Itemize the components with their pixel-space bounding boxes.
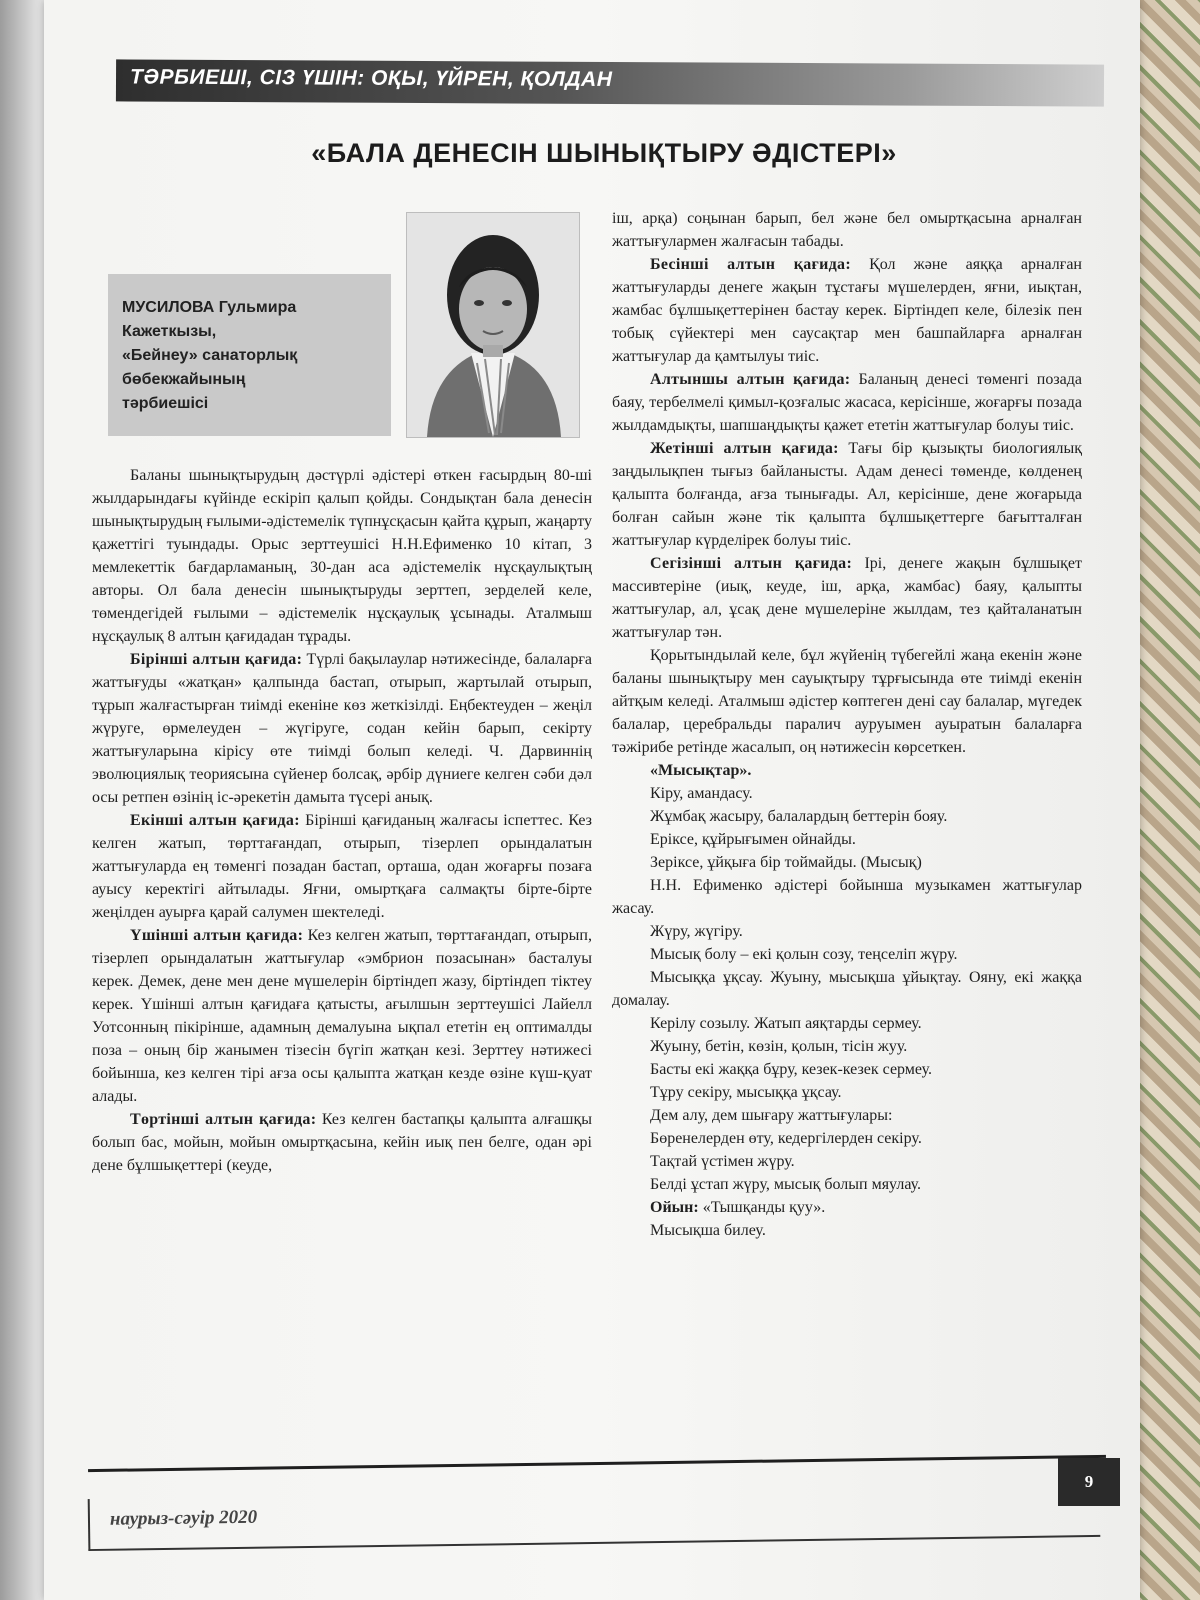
rule-text: Түрлі бақылаулар нәтижесінде, балаларға жаттығуды «жатқан» қалпында бастап, отырып, жартылай отырып, тұрып жалғастырған тиімді екеніне көз жеткізілді. Еңбектеуден – жеңіл жүруге, өрмелеуден – жүгіруге, содан кейін барып, секірту жаттығуларына кірісу өте тиімді болып келеді. Ч. Дарвиннің эволюциялық теориясына сүйенер болсақ, әрбір дүниеге келген сәби дәл осы ретпен өзінің іс-әрекетін дамыта түсері анық. [92, 651, 593, 806]
activity-item: Еріксе, құйрығымен ойнайды. [650, 831, 856, 848]
music-intro: Н.Н. Ефименко әдістері бойынша музыкамен жаттығулар жасау. [612, 877, 1082, 917]
rule-label: Бесінші алтын қағида: [650, 256, 851, 273]
author-info-box [108, 274, 391, 436]
rule-label: Жетінші алтын қағида: [650, 440, 839, 457]
activity-item: Дем алу, дем шығару жаттығулары: [650, 1107, 893, 1124]
activity-item: Тақтай үстімен жүру. [650, 1153, 795, 1170]
activity-item: Тұру секіру, мысыққа ұқсау. [650, 1084, 842, 1101]
activity-item: Белді ұстап жүру, мысық болып мяулау. [650, 1176, 922, 1193]
rule-paragraph [92, 648, 592, 809]
rule-text: Қол және аяққа арналған жаттығуларды денеге жақын тұстағы мүшелерден, яғни, иықтан, жамбас бұлшықеттерінен бастау керек. Біртіндеп келе, білезік пен тобық сүйектері мен саусақтар мен башпайларға арналған жаттығулар да қамтылуы тиіс. [612, 256, 1082, 365]
rule-label: Бірінші алтын қағида: [130, 651, 303, 668]
rule-label: Алтыншы алтын қағида: [650, 371, 851, 388]
magazine-page [44, 0, 1140, 1600]
author-byline [122, 296, 382, 416]
game-text: «Тышқанды қуу». [698, 1199, 826, 1216]
rule-paragraph [612, 552, 1082, 644]
activity-item: Басты екі жаққа бұру, кезек-кезек сермеу. [650, 1061, 933, 1078]
activity-item: Жуыну, бетін, көзін, қолын, тісін жуу. [650, 1038, 908, 1055]
activity-item: Мысыққа ұқсау. Жуыну, мысықша ұйықтау. Ояну, екі жаққа домалау. [612, 969, 1082, 1009]
cats-heading [612, 759, 1082, 782]
activity-item: Керілу созылу. Жатып аяқтарды сермеу. [650, 1015, 922, 1032]
rule-paragraph [612, 368, 1082, 437]
rule-text: Кез келген бастапқы қалыпта алғашқы болып бас, мойын, мойын омыртқасына, кейін иық пен белге, одан әрі дене бұлшықеттері (кеуде, [92, 1111, 593, 1174]
article-left-column [92, 464, 592, 1177]
author-line: МУСИЛОВА Гульмира [122, 299, 297, 316]
activity-item: Кіру, амандасу. [650, 785, 753, 802]
article-title: «БАЛА ДЕНЕСІН ШЫНЫҚТЫРУ ӘДІСТЕРІ» [311, 138, 897, 168]
conclusion-paragraph: Қорытындылай келе, бұл жүйенің түбегейлі жаңа екенін және баланы шынықтыру мен сауықтыру тұрғысында өте тиімді екенін айтқым келеді. Аталмыш әдістер көптеген дені сау балалар, мүгедек балалар, церебральды паралич ауруымен ауыратын балаларға тәжірибе ретінде жасалып, оң нәтижесін көрсеткен. [612, 647, 1082, 756]
game-item [612, 1196, 1082, 1219]
rule-text: Бірінші қағиданың жалғасы іспеттес. Кез келген жатып, төрттағандап, отырып, тізерлеп орындалатын жаттығуларда ең төменгі позадан бастап, орташа, одан жоғарғы позаға ауысу керектігі айтылады. Яғни, омыртқаға салмақты бірте-бірте жеңілден ауырға қарай салумен шектеледі. [92, 812, 592, 921]
rule-paragraph [92, 924, 592, 1108]
issue-date: наурыз-сәуір 2020 [109, 1506, 258, 1530]
rule-continuation: іш, арқа) соңынан барып, бел және бел омыртқасына арналған жаттығулармен жалғасын табады. [612, 210, 1082, 250]
rule-paragraph [92, 809, 592, 924]
activity-item: Мысықша билеу. [650, 1222, 766, 1239]
rule-text: Ірі, денеге жақын бұлшықет массивтеріне (иық, кеуде, іш, арқа, жамбас) баяу, қалыпты жаттығулар, ал, ұсақ дене мүшелеріне жылдам, тез қайталанатын жаттығулар тән. [612, 555, 1083, 641]
article-right-column [612, 207, 1082, 1242]
rule-label: Үшінші алтын қағида: [130, 927, 304, 944]
author-line: «Бейнеу» санаторлық [122, 347, 298, 364]
rule-paragraph [612, 253, 1082, 368]
author-line: бөбекжайының [122, 371, 246, 388]
footer-frame [88, 1485, 1101, 1551]
activity-item: Жұмбақ жасыру, балалардың беттерін бояу. [650, 808, 948, 825]
adjacent-page-edge [0, 0, 48, 1600]
cats-title: «Мысықтар». [650, 762, 752, 779]
rule-paragraph [612, 437, 1082, 552]
author-portrait-image [407, 213, 579, 437]
author-line: тәрбиешісі [122, 395, 209, 412]
author-photo [406, 212, 580, 438]
page-number: 9 [1058, 1458, 1120, 1506]
rule-label: Екінші алтын қағида: [130, 812, 300, 829]
section-header-bar [116, 59, 1104, 106]
intro-paragraph: Баланы шынықтырудың дәстүрлі әдістері өткен ғасырдың 80-ші жылдарындағы күйінде ескіріп қалып қойды. Сондықтан бала денесін шынықтырудың ғылыми-әдістемелік түпнұсқасын қайта құрып, жаңарту қажеттігі туындады. Орыс зерттеушісі Н.Н.Ефименко 10 кітап, 3 мемлекеттік бағдарламаның, 30-дан аса әдістемелік нұсқаулықтың авторы. Ол бала денесін шынықтыруды зерттеп, зерделей келе, төмендегідей ғылыми – әдістемелік нұсқаулық ұсынады. Аталмыш нұсқаулық 8 алтын қағидадан тұрады. [92, 467, 592, 645]
activity-item: Мысық болу – екі қолын созу, теңселіп жүру. [650, 946, 958, 963]
rule-text: Баланың денесі төменгі позада баяу, тербелмелі қимыл-қозғалыс жасаса, керісінше, жоғарғы позада жылдамдықты, шапшаңдықты қажет ететін жаттығулар болуы тиіс. [612, 371, 1082, 434]
activity-item: Зеріксе, ұйқыға бір тоймайды. (Мысық) [650, 854, 922, 871]
author-line: Кажеткызы, [122, 323, 217, 340]
activity-item: Бөренелерден өту, кедергілерден секіру. [650, 1130, 922, 1147]
rule-label: Сегізінші алтын қағида: [650, 555, 853, 572]
rule-label: Төртінші алтын қағида: [130, 1111, 317, 1128]
footer-rule [88, 1455, 1106, 1472]
rule-paragraph [92, 1108, 592, 1177]
section-header-title: ТӘРБИЕШІ, СІЗ ҮШІН: ОҚЫ, ҮЙРЕН, ҚОЛДАН [129, 65, 613, 92]
activity-item: Жүру, жүгіру. [650, 923, 743, 940]
rule-text: Тағы бір қызықты биологиялық заңдылықпен тығыз байланысты. Адам денесі төменде, көлденең қалыпта болғанда, ағза тынығады. Ал, керісінше, дене жоғарыда болған сайын және тік қалыпта бұлшықеттерге бағытталған жаттығулар күрделірек болуы тиіс. [612, 440, 1083, 549]
game-label: Ойын: [650, 1199, 699, 1216]
rule-text: Кез келген жатып, төрттағандап, отырып, тізерлеп орындалатын жаттығулар «эмбрион позасынан» басталуы керек. Демек, дене мен дене мүшелерін біртіндеп жазу, біртіндеп тіктеу керек. Үшінші алтын қағидаға қатысты, ағылшын зерттеушісі Лайелл Уотсонның пікірінше, адамның демалуына ықпал ететін ең оптималды поза – оның бір жанымен тізесін бүгіп жатқан кезі. Зерттеу нәтижесі бойынша, кез келген тірі ағза осы қалыпта жатқан кезде өзіне күш-қуат алады. [92, 927, 592, 1105]
